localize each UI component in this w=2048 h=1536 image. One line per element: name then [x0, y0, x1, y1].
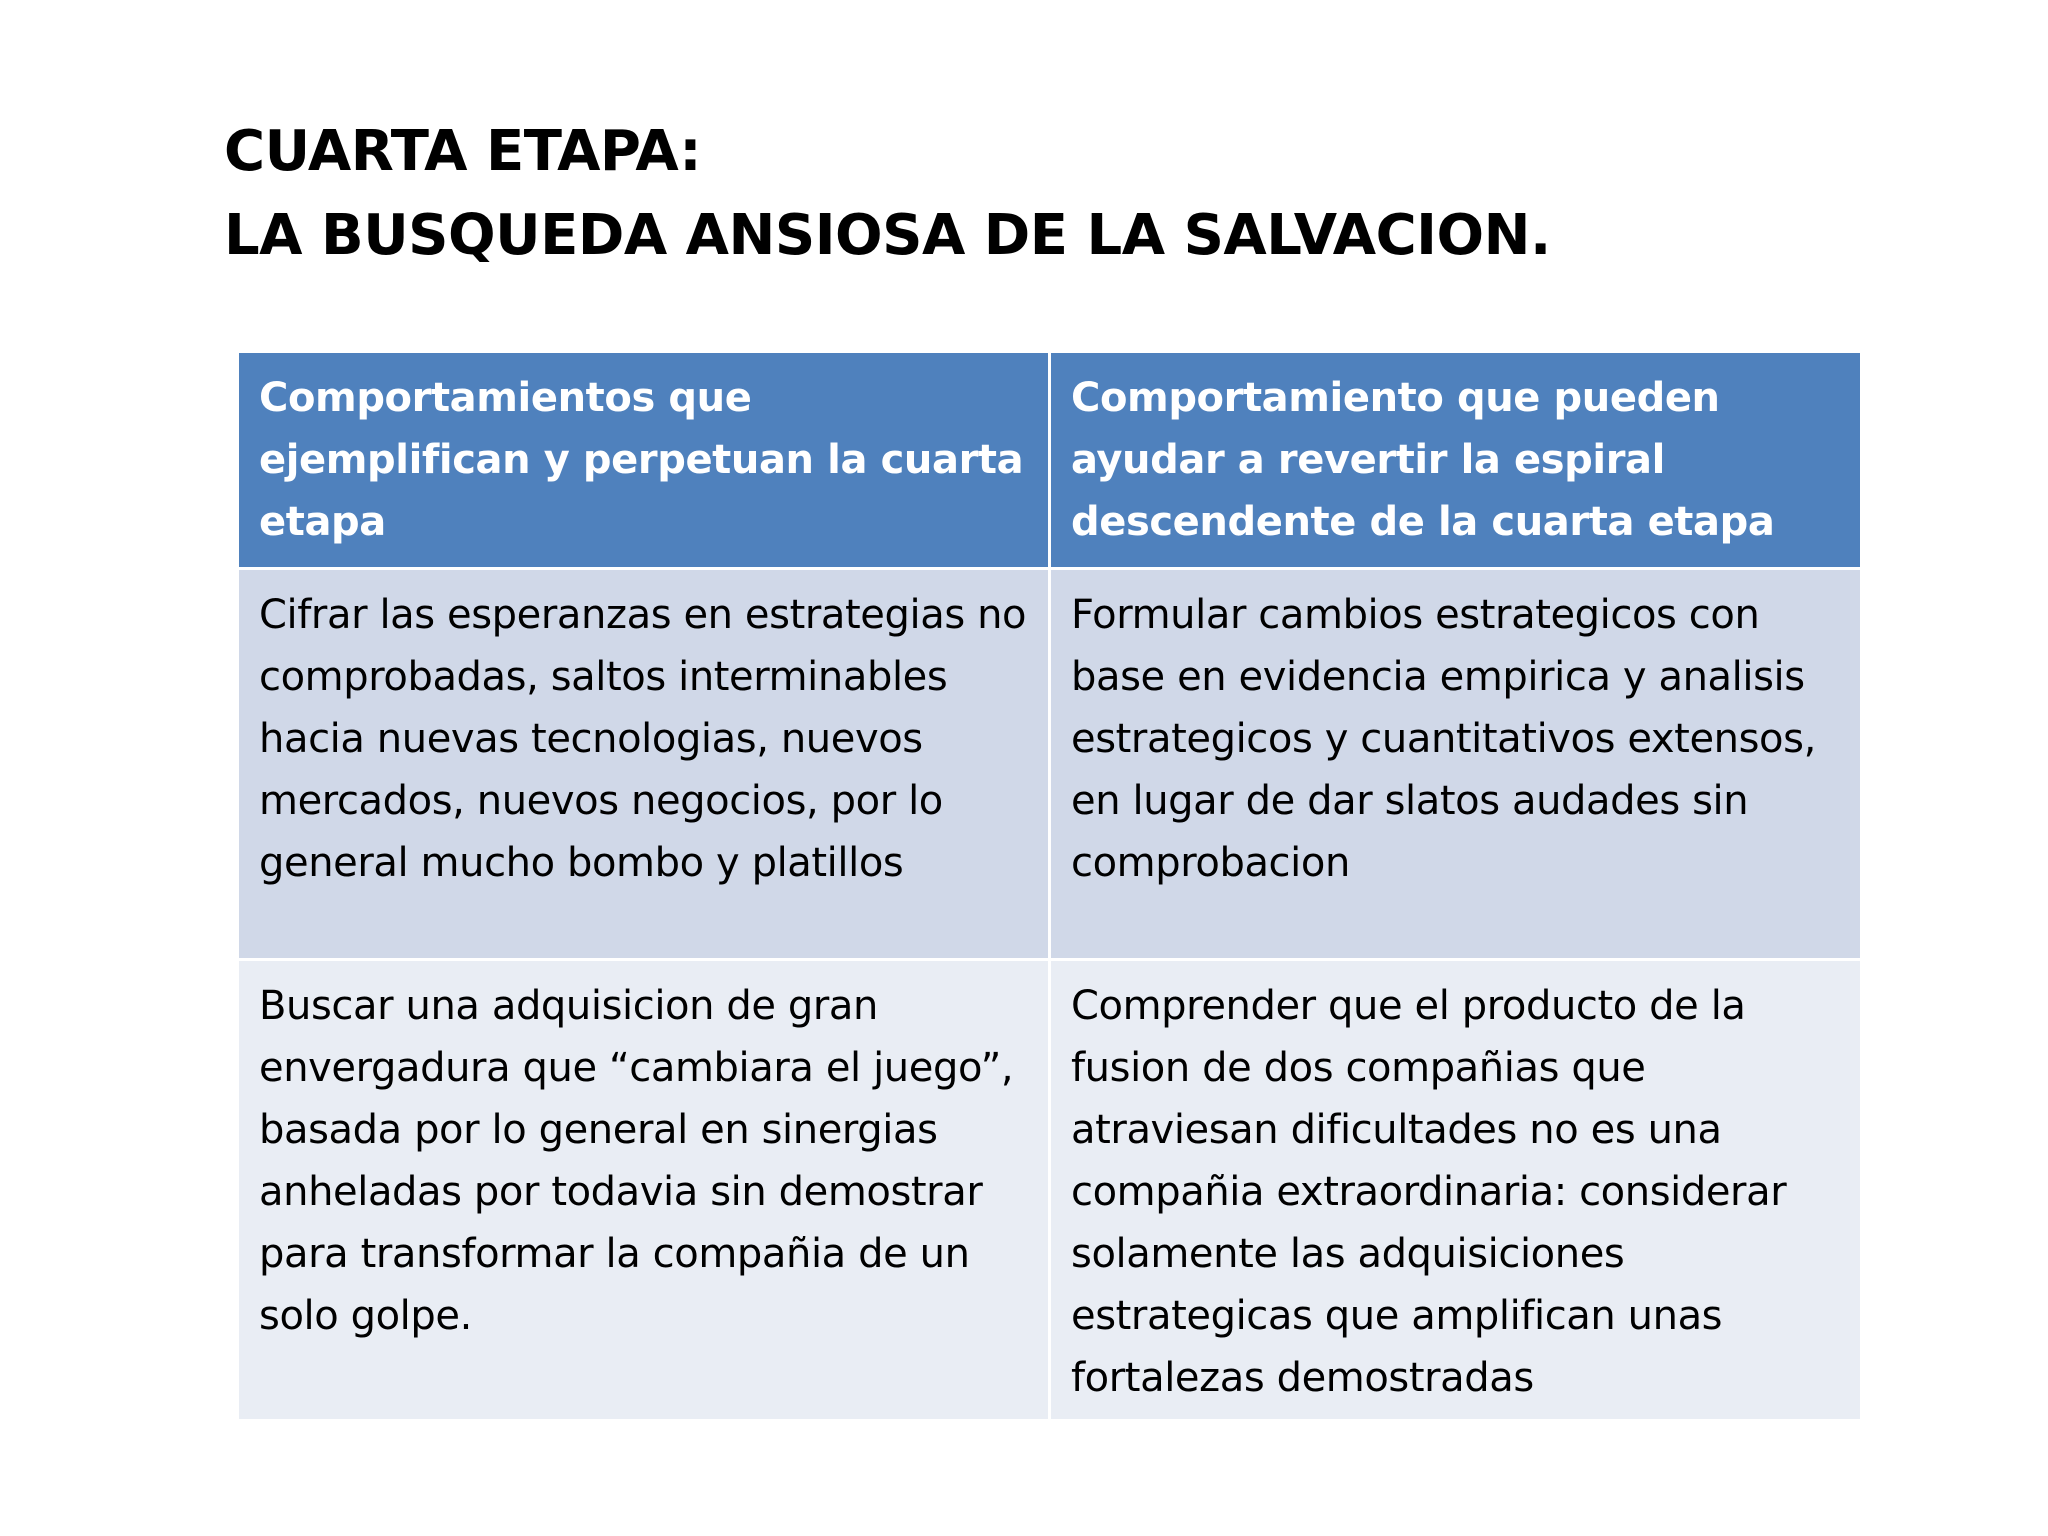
title-line-2: LA BUSQUEDA ANSIOSA DE LA SALVACION. — [224, 203, 1551, 268]
table-row — [238, 960, 1862, 1421]
table-cell: Formular cambios estrategicos con base en evidencia empirica y analisis estrategicos y cuantitativos extensos, en lugar de dar slatos audades sin comprobacion — [1050, 569, 1862, 960]
slide-title — [224, 110, 1864, 278]
table-cell: Comprender que el producto de la fusion de dos compañias que atraviesan dificultades no es una compañia extraordinaria: considerar solamente las adquisiciones estrategicas que amplifican unas fortalezas demostradas — [1050, 960, 1862, 1421]
comparison-table — [236, 350, 1863, 1422]
table-row — [238, 569, 1862, 960]
table-cell: Buscar una adquisicion de gran envergadura que “cambiara el juego”, basada por lo general en sinergias anheladas por todavia sin demostrar para transformar la compañia de un solo golpe. — [238, 960, 1050, 1421]
table-cell: Cifrar las esperanzas en estrategias no comprobadas, saltos interminables hacia nuevas tecnologias, nuevos mercados, nuevos negocios, por lo general mucho bombo y platillos — [238, 569, 1050, 960]
header-reversing-behaviors: Comportamiento que pueden ayudar a revertir la espiral descendente de la cuarta etapa — [1050, 352, 1862, 569]
table-header-row — [238, 352, 1862, 569]
header-perpetuating-behaviors: Comportamientos que ejemplifican y perpetuan la cuarta etapa — [238, 352, 1050, 569]
title-line-1: CUARTA ETAPA: — [224, 119, 702, 184]
